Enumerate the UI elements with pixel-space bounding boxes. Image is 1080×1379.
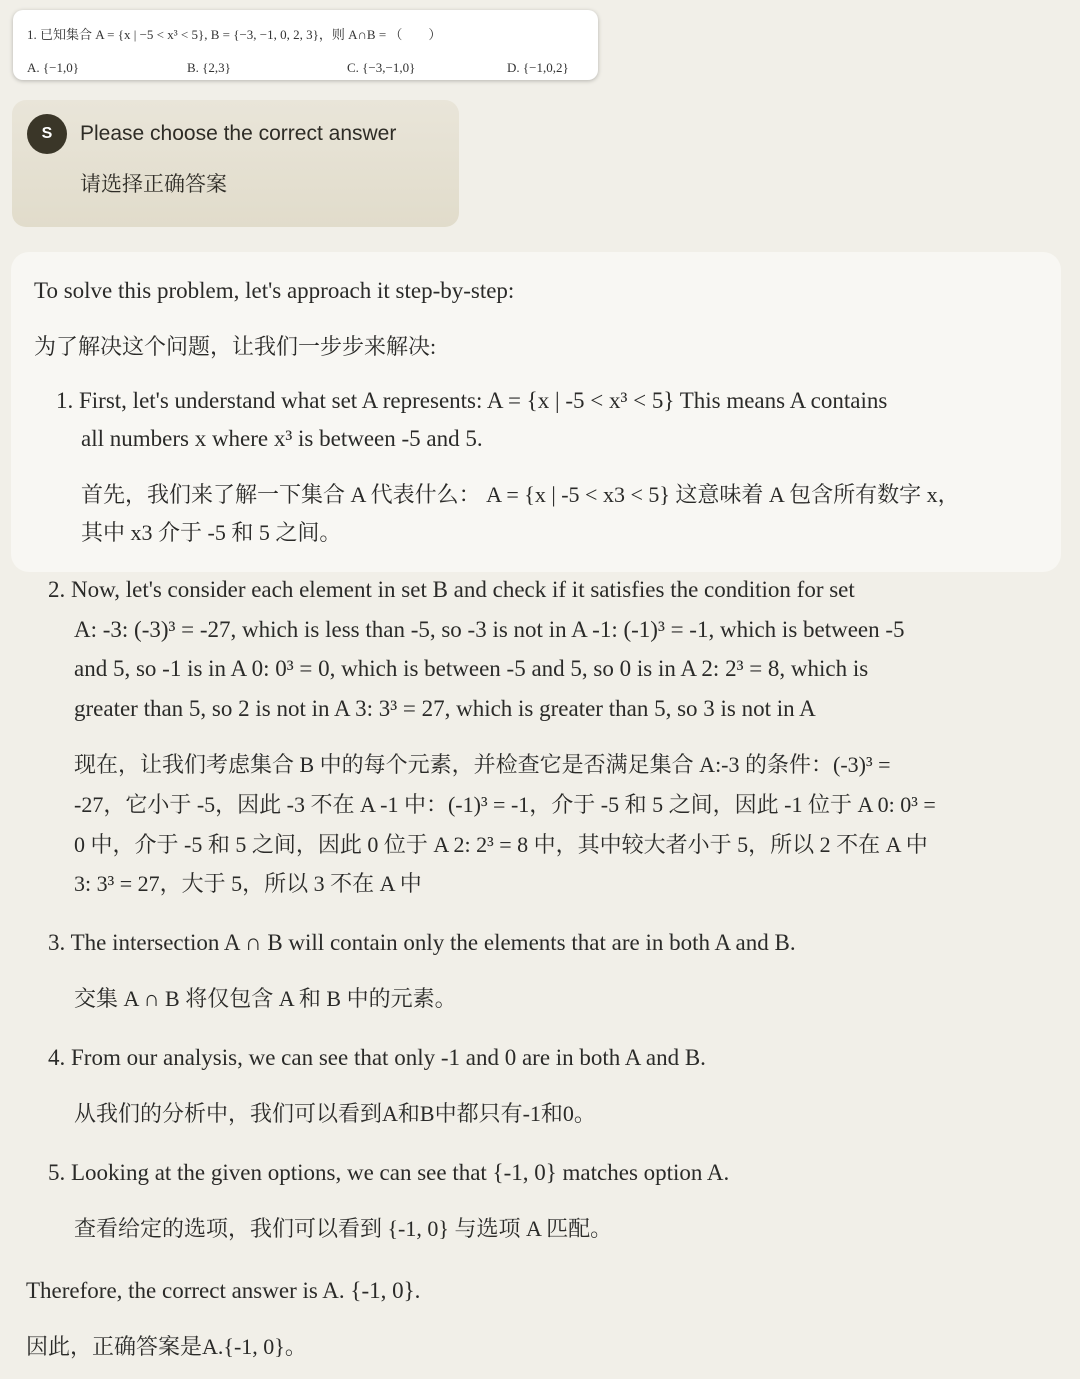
step-1-line: 1. First, let's understand what set A represents: A = {x | -5 < x³ < 5} This means A contains <box>56 388 888 413</box>
option-d: D. {−1,0,2} <box>507 60 569 75</box>
step-2-line: 2. Now, let's consider each element in set B and check if it satisfies the condition for set <box>48 577 855 602</box>
option-c: C. {−3,−1,0} <box>347 60 416 75</box>
question-image <box>13 10 598 80</box>
conclusion-en: Therefore, the correct answer is A. {-1, 0}. <box>26 1278 421 1303</box>
step-1-line: all numbers x where x³ is between -5 and 5. <box>81 426 483 451</box>
step-2-zh: -27，它小于 -5，因此 -3 不在 A -1 中：(-1)³ = -1，介于 -5 和 5 之间，因此 -1 位于 A 0: 0³ = <box>74 792 936 817</box>
option-a: A. {−1,0} <box>27 60 79 75</box>
step-2-line: greater than 5, so 2 is not in A 3: 3³ = 27, which is greater than 5, so 3 is not in A <box>74 696 816 721</box>
option-b: B. {2,3} <box>187 60 231 75</box>
step-2-zh: 0 中，介于 -5 和 5 之间，因此 0 位于 A 2: 2³ = 8 中，其中较大者小于 5，所以 2 不在 A 中 <box>74 832 928 857</box>
step-3-line: 3. The intersection A ∩ B will contain only the elements that are in both A and B. <box>48 930 796 955</box>
conclusion-zh: 因此，正确答案是A.{-1, 0}。 <box>26 1334 307 1359</box>
user-message-zh: 请选择正确答案 <box>80 173 227 196</box>
user-message <box>12 100 459 227</box>
step-5-zh: 查看给定的选项，我们可以看到 {-1, 0} 与选项 A 匹配。 <box>74 1216 613 1241</box>
user-message-en: Please choose the correct answer <box>80 122 397 145</box>
intro-en: To solve this problem, let's approach it step-by-step: <box>34 278 515 303</box>
step-1-zh: 其中 x3 介于 -5 和 5 之间。 <box>81 520 342 545</box>
step-2-line: A: -3: (-3)³ = -27, which is less than -5, so -3 is not in A -1: (-1)³ = -1, which is between -5 <box>74 617 905 642</box>
step-4-zh: 从我们的分析中，我们可以看到A和B中都只有-1和0。 <box>74 1101 596 1126</box>
step-2-line: and 5, so -1 is in A 0: 0³ = 0, which is between -5 and 5, so 0 is in A 2: 2³ = 8, which is <box>74 656 869 681</box>
step-2-zh: 现在，让我们考虑集合 B 中的每个元素，并检查它是否满足集合 A:-3 的条件：(-3)³ = <box>74 752 891 777</box>
step-5-line: 5. Looking at the given options, we can see that {-1, 0} matches option A. <box>48 1160 730 1185</box>
intro-zh: 为了解决这个问题，让我们一步步来解决: <box>34 334 437 359</box>
avatar: S <box>27 114 67 154</box>
step-3-zh: 交集 A ∩ B 将仅包含 A 和 B 中的元素。 <box>74 986 457 1011</box>
step-1-zh: 首先，我们来了解一下集合 A 代表什么： A = {x | -5 < x3 < 5} 这意味着 A 包含所有数字 x， <box>81 482 960 507</box>
step-4-line: 4. From our analysis, we can see that only -1 and 0 are in both A and B. <box>48 1045 706 1070</box>
step-2-zh: 3: 3³ = 27，大于 5，所以 3 不在 A 中 <box>74 871 422 896</box>
question-stem: 1. 已知集合 A = {x | −5 < x³ < 5}, B = {−3, −1, 0, 2, 3}，则 A∩B = （ ） <box>27 27 442 42</box>
